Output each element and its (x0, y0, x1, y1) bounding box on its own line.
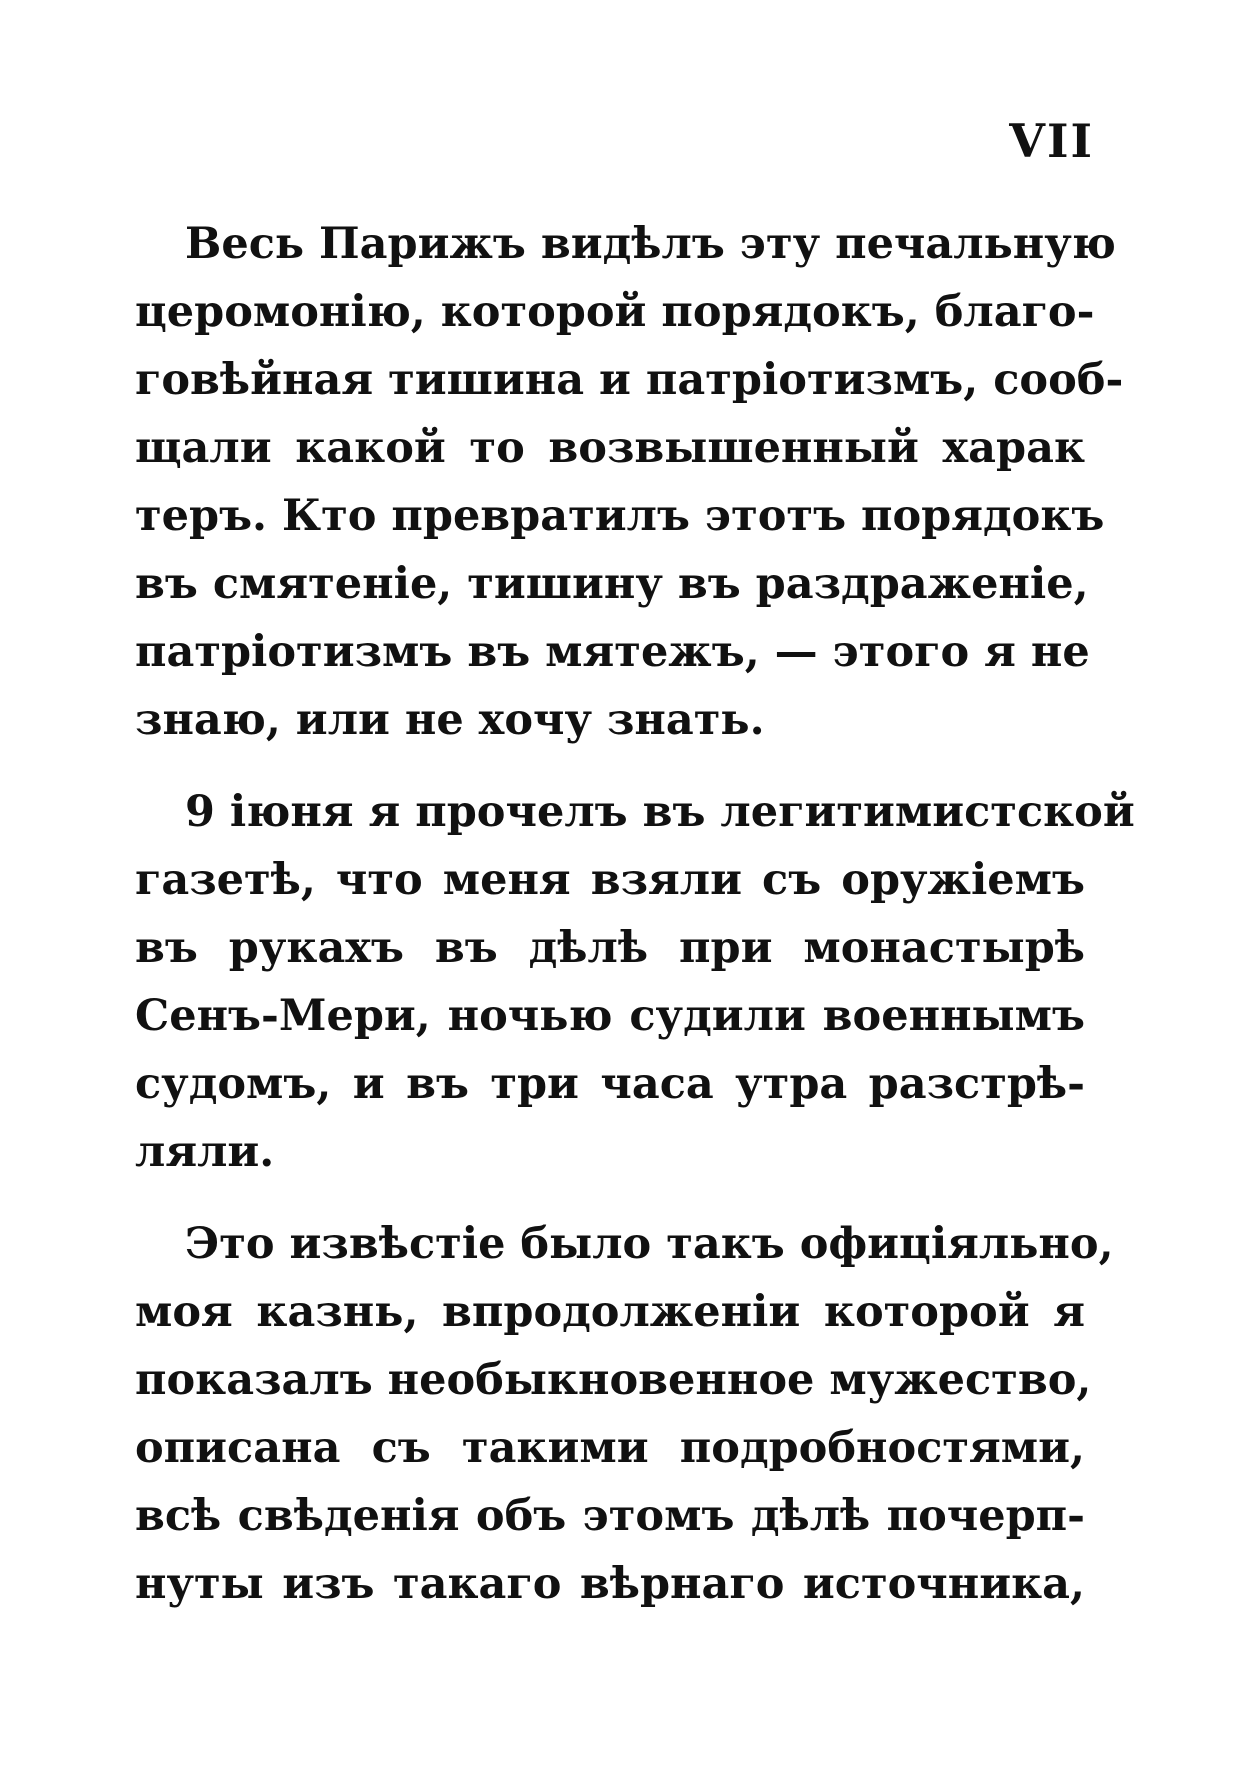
text-line: всѣ свѣденія объ этомъ дѣлѣ почерп- (135, 1491, 1085, 1541)
text-line: въ рукахъ въ дѣлѣ при монастырѣ (135, 923, 1085, 973)
text-line: Сенъ-Мери, ночью судили военнымъ (135, 991, 1085, 1041)
text-line: моя казнь, впродолженіи которой я (135, 1287, 1085, 1337)
text-line: въ смятеніе, тишину въ раздраженіе, (135, 559, 1089, 609)
text-line: знаю, или не хочу знать. (135, 695, 765, 745)
text-line: патріотизмъ въ мятежъ, — этого я не (135, 627, 1090, 677)
text-line: Весь Парижъ видѣлъ эту печальную (185, 219, 1116, 269)
text-line: церомонію, которой порядокъ, благо- (135, 287, 1095, 337)
text-line: Это извѣстіе было такъ офиціяльно, (185, 1219, 1114, 1269)
text-line: теръ. Кто превратилъ этотъ порядокъ (135, 491, 1105, 541)
text-line: ляли. (135, 1127, 275, 1177)
text-line: судомъ, и въ три часа утра разстрѣ- (135, 1059, 1085, 1109)
text-line: щали какой то возвышенный харак (135, 423, 1085, 473)
paragraph (135, 210, 1124, 754)
text-line: газетѣ, что меня взяли съ оружіемъ (135, 855, 1085, 905)
body-text (135, 210, 1135, 1642)
text-line: нуты изъ такаго вѣрнаго источника, (135, 1559, 1085, 1609)
text-line: показалъ необыкновенное мужество, (135, 1355, 1092, 1405)
page-number: VII (1009, 114, 1094, 168)
text-line: 9 іюня я прочелъ въ легитимистской (185, 787, 1135, 837)
text-line: описана съ такими подробностями, (135, 1423, 1085, 1473)
text-line: говѣйная тишина и патріотизмъ, сооб- (135, 355, 1124, 405)
paragraph (135, 778, 1135, 1186)
paragraph (135, 1210, 1114, 1618)
